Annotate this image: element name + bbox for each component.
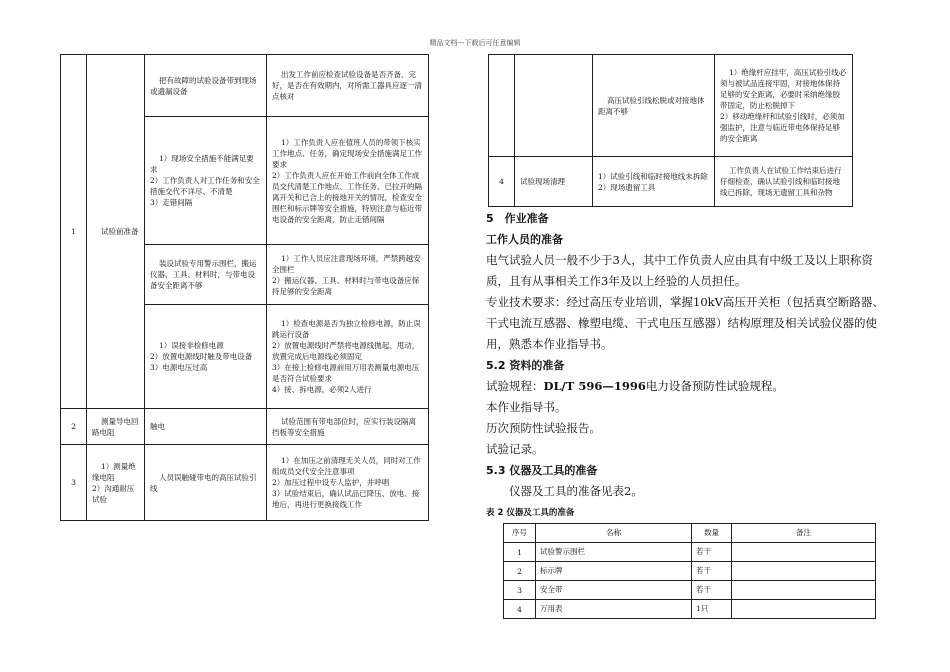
- measure-cell: 1）检查电源是否为独立检修电源，防止误跳运行设备 2）放置电源线时严禁将电源线拋起、甩动，放置完成后电源线必须固定 3）在接上检修电源前用万用表测量电源电压是否符合试验要求 4）接、拆电源，必须2人进行: [267, 305, 429, 409]
- table-row: [504, 581, 876, 600]
- seq-cell: 3: [504, 581, 536, 600]
- section-title: 5 作业准备: [486, 212, 549, 225]
- paragraph: 本作业指导书。: [486, 400, 567, 414]
- qty-cell: 若干: [692, 581, 732, 600]
- paragraph: 仪器及工具的准备见表2。: [509, 484, 643, 498]
- standard-code: DL/T 596—1996: [543, 379, 646, 393]
- name-cell: 安全带: [536, 581, 692, 600]
- risk-cell: 人员误触碰带电的高压试验引线: [145, 445, 267, 521]
- subsection-title: 工作人员的准备: [486, 233, 563, 246]
- name-cell: 标示牌: [536, 562, 692, 581]
- qty-cell: 1只: [692, 600, 732, 619]
- note-cell: [732, 543, 876, 562]
- measure-cell: 1）绝缘杆应挂牢，高压试验引线必须与被试品连接牢固，对接地体保持足够的安全距离，必要时采纳绝缘胶带固定，防止松脱掉下 2）移动绝缘杆和试验引线时，必须加强监护，注意与临近带电体保持足够的安全距离: [715, 55, 853, 157]
- table-row: [504, 600, 876, 619]
- header-cell: 数量: [692, 524, 732, 543]
- section-5: [486, 208, 886, 502]
- risk-cell: 把有故障的试验设备带到现场或遗漏设备: [145, 55, 267, 117]
- stage-cell: 1）测量绝缘电阻 2）沟通耐压试验: [87, 445, 145, 521]
- name-cell: 万用表: [536, 600, 692, 619]
- stage-cell: [515, 55, 593, 157]
- note-cell: [732, 562, 876, 581]
- row-number: 1: [61, 55, 87, 409]
- risk-cell: 1）误接非检修电源 2）放置电源线时触及带电设备 3）电源电压过高: [145, 305, 267, 409]
- seq-cell: 2: [504, 562, 536, 581]
- text-span: 电力设备预防性试验规程。: [645, 379, 784, 393]
- seq-cell: 4: [504, 600, 536, 619]
- risk-cell: 1）试验引线和临时接地线未拆除 2）现场遗留工具: [593, 157, 715, 207]
- row-number: 3: [61, 445, 87, 521]
- paragraph: 专业技术要求：经过高压专业培训，掌握10kV高压开关柜（包括真空断路器、干式电流互感器、橡塑电缆、干式电压互感器）结构原理及相关试验仪器的使用，熟悉本作业指导书。: [486, 295, 884, 351]
- measure-cell: 出发工作前应检查试验设备是否齐备、完好，是否在有效期内，对所需工器具应逐一清点核对: [267, 55, 429, 117]
- measure-cell: 试验范围有带电部位时，应实行装设隔离挡板等安全措施: [267, 409, 429, 445]
- measure-cell: 1）工作人员应注意现场环境，严禁跨越安全围栏 2）搬运仪器、工具、材料时与带电设备应保持足够的安全距离: [267, 245, 429, 305]
- risk-table-right: [488, 54, 853, 207]
- paragraph: 历次预防性试验报告。: [486, 421, 601, 435]
- note-cell: [732, 600, 876, 619]
- risk-cell: 高压试验引线松脱或对接地体距离不够: [593, 55, 715, 157]
- paragraph: 电气试验人员一般不少于3人，其中工作负责人应由具有中级工及以上职称资质，且有从事相关工作3年及以上经验的人员担任。: [486, 253, 873, 288]
- row-number: 2: [61, 409, 87, 445]
- risk-cell: 1）现场安全措施不能满足要求 2）工作负责人对工作任务和安全措施交代不详尽、不清楚 3）走错间隔: [145, 117, 267, 245]
- measure-cell: 1）工作负责人应在值班人员的带领下核实工作地点、任务，确定现场安全措施满足工作要求 2）工作负责人应在开始工作前向全体工作成员交代清楚工作地点、工作任务、已拉开的隔离开关和已合上的接地开关的情况，检查安全围栏和标示牌等安全措施，特别注意与临近带电设备的安全距离，防止走错间隔: [267, 117, 429, 245]
- note-cell: [732, 581, 876, 600]
- name-cell: 试验警示围栏: [536, 543, 692, 562]
- table-header-row: [504, 524, 876, 543]
- table-caption: 表 2 仪器及工具的准备: [486, 508, 575, 518]
- page-header: 精品文档---下载后可任意编辑: [429, 39, 521, 47]
- header-cell: 名称: [536, 524, 692, 543]
- qty-cell: 若干: [692, 562, 732, 581]
- measure-cell: 工作负责人在试验工作结束后进行仔细检查，确认试验引线和临时接地线已拆除，现场无遗留工具和杂物: [715, 157, 853, 207]
- row-number: [489, 55, 515, 157]
- equipment-table: [503, 523, 876, 619]
- table-row: [504, 543, 876, 562]
- qty-cell: 若干: [692, 543, 732, 562]
- paragraph: [486, 376, 886, 397]
- risk-table-left: [60, 54, 429, 521]
- subsection-title: 5.3 仪器及工具的准备: [486, 464, 598, 477]
- stage-cell: 试验前准备: [87, 55, 145, 409]
- subsection-title: 5.2 资料的准备: [486, 359, 565, 372]
- header-cell: 序号: [504, 524, 536, 543]
- table-row: [504, 562, 876, 581]
- stage-cell: 试验现场清理: [515, 157, 593, 207]
- stage-cell: 测量导电回路电阻: [87, 409, 145, 445]
- header-cell: 备注: [732, 524, 876, 543]
- row-number: 4: [489, 157, 515, 207]
- risk-cell: 装设试验专用警示围栏，搬运仪器、工具、材料时，与带电设备安全距离不够: [145, 245, 267, 305]
- seq-cell: 1: [504, 543, 536, 562]
- text-span: 试验规程：: [486, 379, 544, 393]
- paragraph: 试验记录。: [486, 442, 544, 456]
- measure-cell: 1）在加压之前清理无关人员，同时对工作组成员交代安全注意事项 2）加压过程中设专人监护，并呼唱 3）试验结束后，确认试品已降压、放电、接地后，再进行更换接线工作: [267, 445, 429, 521]
- risk-cell: 触电: [145, 409, 267, 445]
